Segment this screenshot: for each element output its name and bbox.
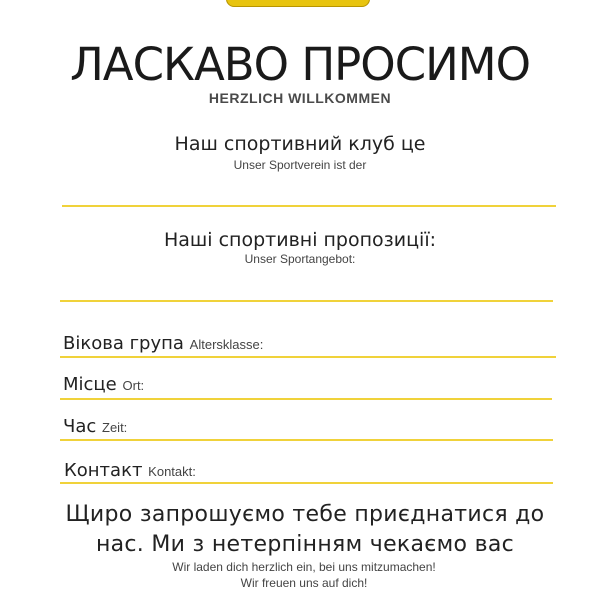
offers-entry-line[interactable] bbox=[60, 300, 553, 302]
invitation-de-line1: Wir laden dich herzlich ein, bei uns mitzumachen! bbox=[172, 560, 436, 574]
contact-entry-line[interactable] bbox=[60, 482, 553, 484]
contact-label bbox=[64, 460, 196, 481]
time-label bbox=[63, 416, 127, 437]
age-group-entry-line[interactable] bbox=[60, 356, 556, 358]
club-label-de: Unser Sportverein ist der bbox=[233, 158, 367, 172]
contact-label-de: Kontakt: bbox=[148, 464, 196, 479]
age-group-label-uk: Вікова група bbox=[63, 333, 184, 354]
invitation-text: Щиро запрошуємо тебе приєднатися до нас. Ми з нетерпінням чекаємо вас bbox=[65, 502, 545, 557]
age-group-label bbox=[63, 333, 263, 354]
location-label-uk: Місце bbox=[63, 374, 117, 395]
age-group-label-de: Altersklasse: bbox=[189, 337, 264, 352]
time-label-uk: Час bbox=[63, 416, 97, 437]
time-entry-line[interactable] bbox=[60, 439, 553, 441]
location-label-de: Ort: bbox=[122, 378, 145, 393]
offers-label-de: Unser Sportangebot: bbox=[244, 252, 356, 266]
top-tab-decoration bbox=[226, 0, 370, 7]
location-label bbox=[63, 374, 144, 395]
club-label: Наш спортивний клуб це bbox=[174, 133, 426, 155]
club-entry-line[interactable] bbox=[62, 205, 556, 207]
page-title: ЛАСКАВО ПРОСИМО bbox=[69, 38, 531, 91]
time-label-de: Zeit: bbox=[102, 420, 128, 435]
location-entry-line[interactable] bbox=[60, 398, 552, 400]
contact-label-uk: Контакт bbox=[64, 460, 143, 481]
page-subtitle: HERZLICH WILLKOMMEN bbox=[208, 90, 392, 106]
invitation-de-line2: Wir freuen uns auf dich! bbox=[240, 576, 368, 590]
offers-label: Наші спортивні пропозиції: bbox=[163, 229, 437, 251]
